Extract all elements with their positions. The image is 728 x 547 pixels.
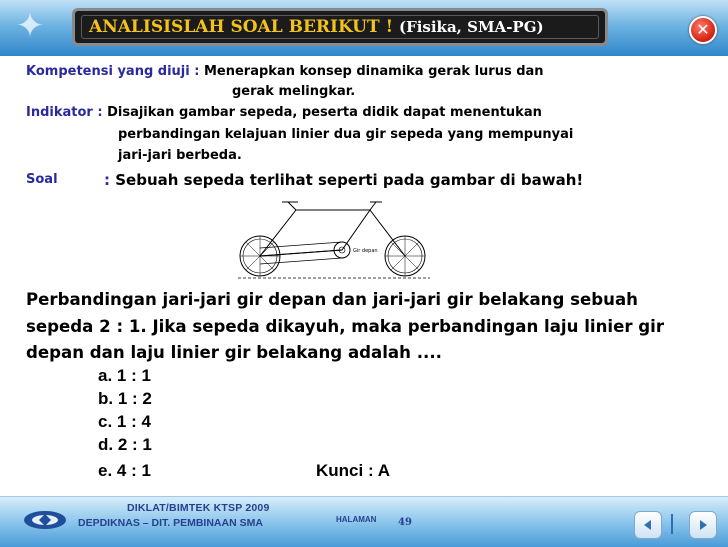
indikator-text-2: perbandingan kelajuan linier dua gir sepeda yang mempunyai xyxy=(118,127,574,142)
soal-colon: : xyxy=(104,171,116,189)
indikator-label: Indikator : xyxy=(26,105,103,120)
kompetensi-colon: : xyxy=(194,64,204,79)
gir-depan-label: Gir depan xyxy=(353,248,378,254)
kompetensi-label: Kompetensi yang diuji xyxy=(26,64,190,79)
title-text: ANALISISLAH SOAL BERIKUT ! xyxy=(89,17,394,37)
halaman-label: HALAMAN xyxy=(336,515,377,524)
footer-line-1: DIKLAT/BIMTEK KTSP 2009 xyxy=(127,502,270,514)
prev-page-button[interactable] xyxy=(634,511,662,539)
question-line-1: Perbandingan jari-jari gir depan dan jari-jari gir belakang sebuah xyxy=(26,290,638,309)
kompetensi-text-2: gerak melingkar. xyxy=(232,84,356,99)
indikator-text-3: jari-jari berbeda. xyxy=(118,148,242,163)
close-button[interactable] xyxy=(689,16,717,44)
star-icon: ✦ xyxy=(15,6,45,46)
soal-text-row xyxy=(104,171,583,189)
option-a: a. 1 : 1 xyxy=(98,366,151,385)
title-box xyxy=(72,8,608,46)
option-d: d. 2 : 1 xyxy=(98,435,152,454)
option-b: b. 1 : 2 xyxy=(98,389,152,408)
page-number: 49 xyxy=(398,517,412,528)
logo-icon xyxy=(22,505,68,533)
indikator-text-1: Disajikan gambar sepeda, peserta didik dapat menentukan xyxy=(107,105,542,120)
title-subtitle: (Fisika, SMA-PG) xyxy=(398,18,544,36)
bicycle-figure xyxy=(230,194,440,284)
close-icon: ✕ xyxy=(696,20,710,39)
soal-row xyxy=(26,172,58,187)
question-line-2: sepeda 2 : 1. Jika sepeda dikayuh, maka perbandingan laju linier gir xyxy=(26,317,665,336)
option-c: c. 1 : 4 xyxy=(98,412,151,431)
arrow-right-icon xyxy=(696,518,710,532)
nav-divider xyxy=(671,514,673,534)
question-line-3: depan dan laju linier gir belakang adalah .... xyxy=(26,343,442,362)
option-e: e. 4 : 1 xyxy=(98,461,151,480)
indikator-row xyxy=(26,105,542,120)
footer-line-2: DEPDIKNAS – DIT. PEMBINAAN SMA xyxy=(78,517,263,529)
page-title xyxy=(89,17,544,37)
kompetensi-text-1: Menerapkan konsep dinamika gerak lurus dan xyxy=(203,64,544,79)
soal-text: Sebuah sepeda terlihat seperti pada gambar di bawah! xyxy=(115,171,584,189)
kompetensi-row xyxy=(26,64,544,79)
answer-key: Kunci : A xyxy=(316,461,390,480)
next-page-button[interactable] xyxy=(689,511,717,539)
arrow-left-icon xyxy=(641,518,655,532)
soal-label: Soal xyxy=(26,172,58,187)
